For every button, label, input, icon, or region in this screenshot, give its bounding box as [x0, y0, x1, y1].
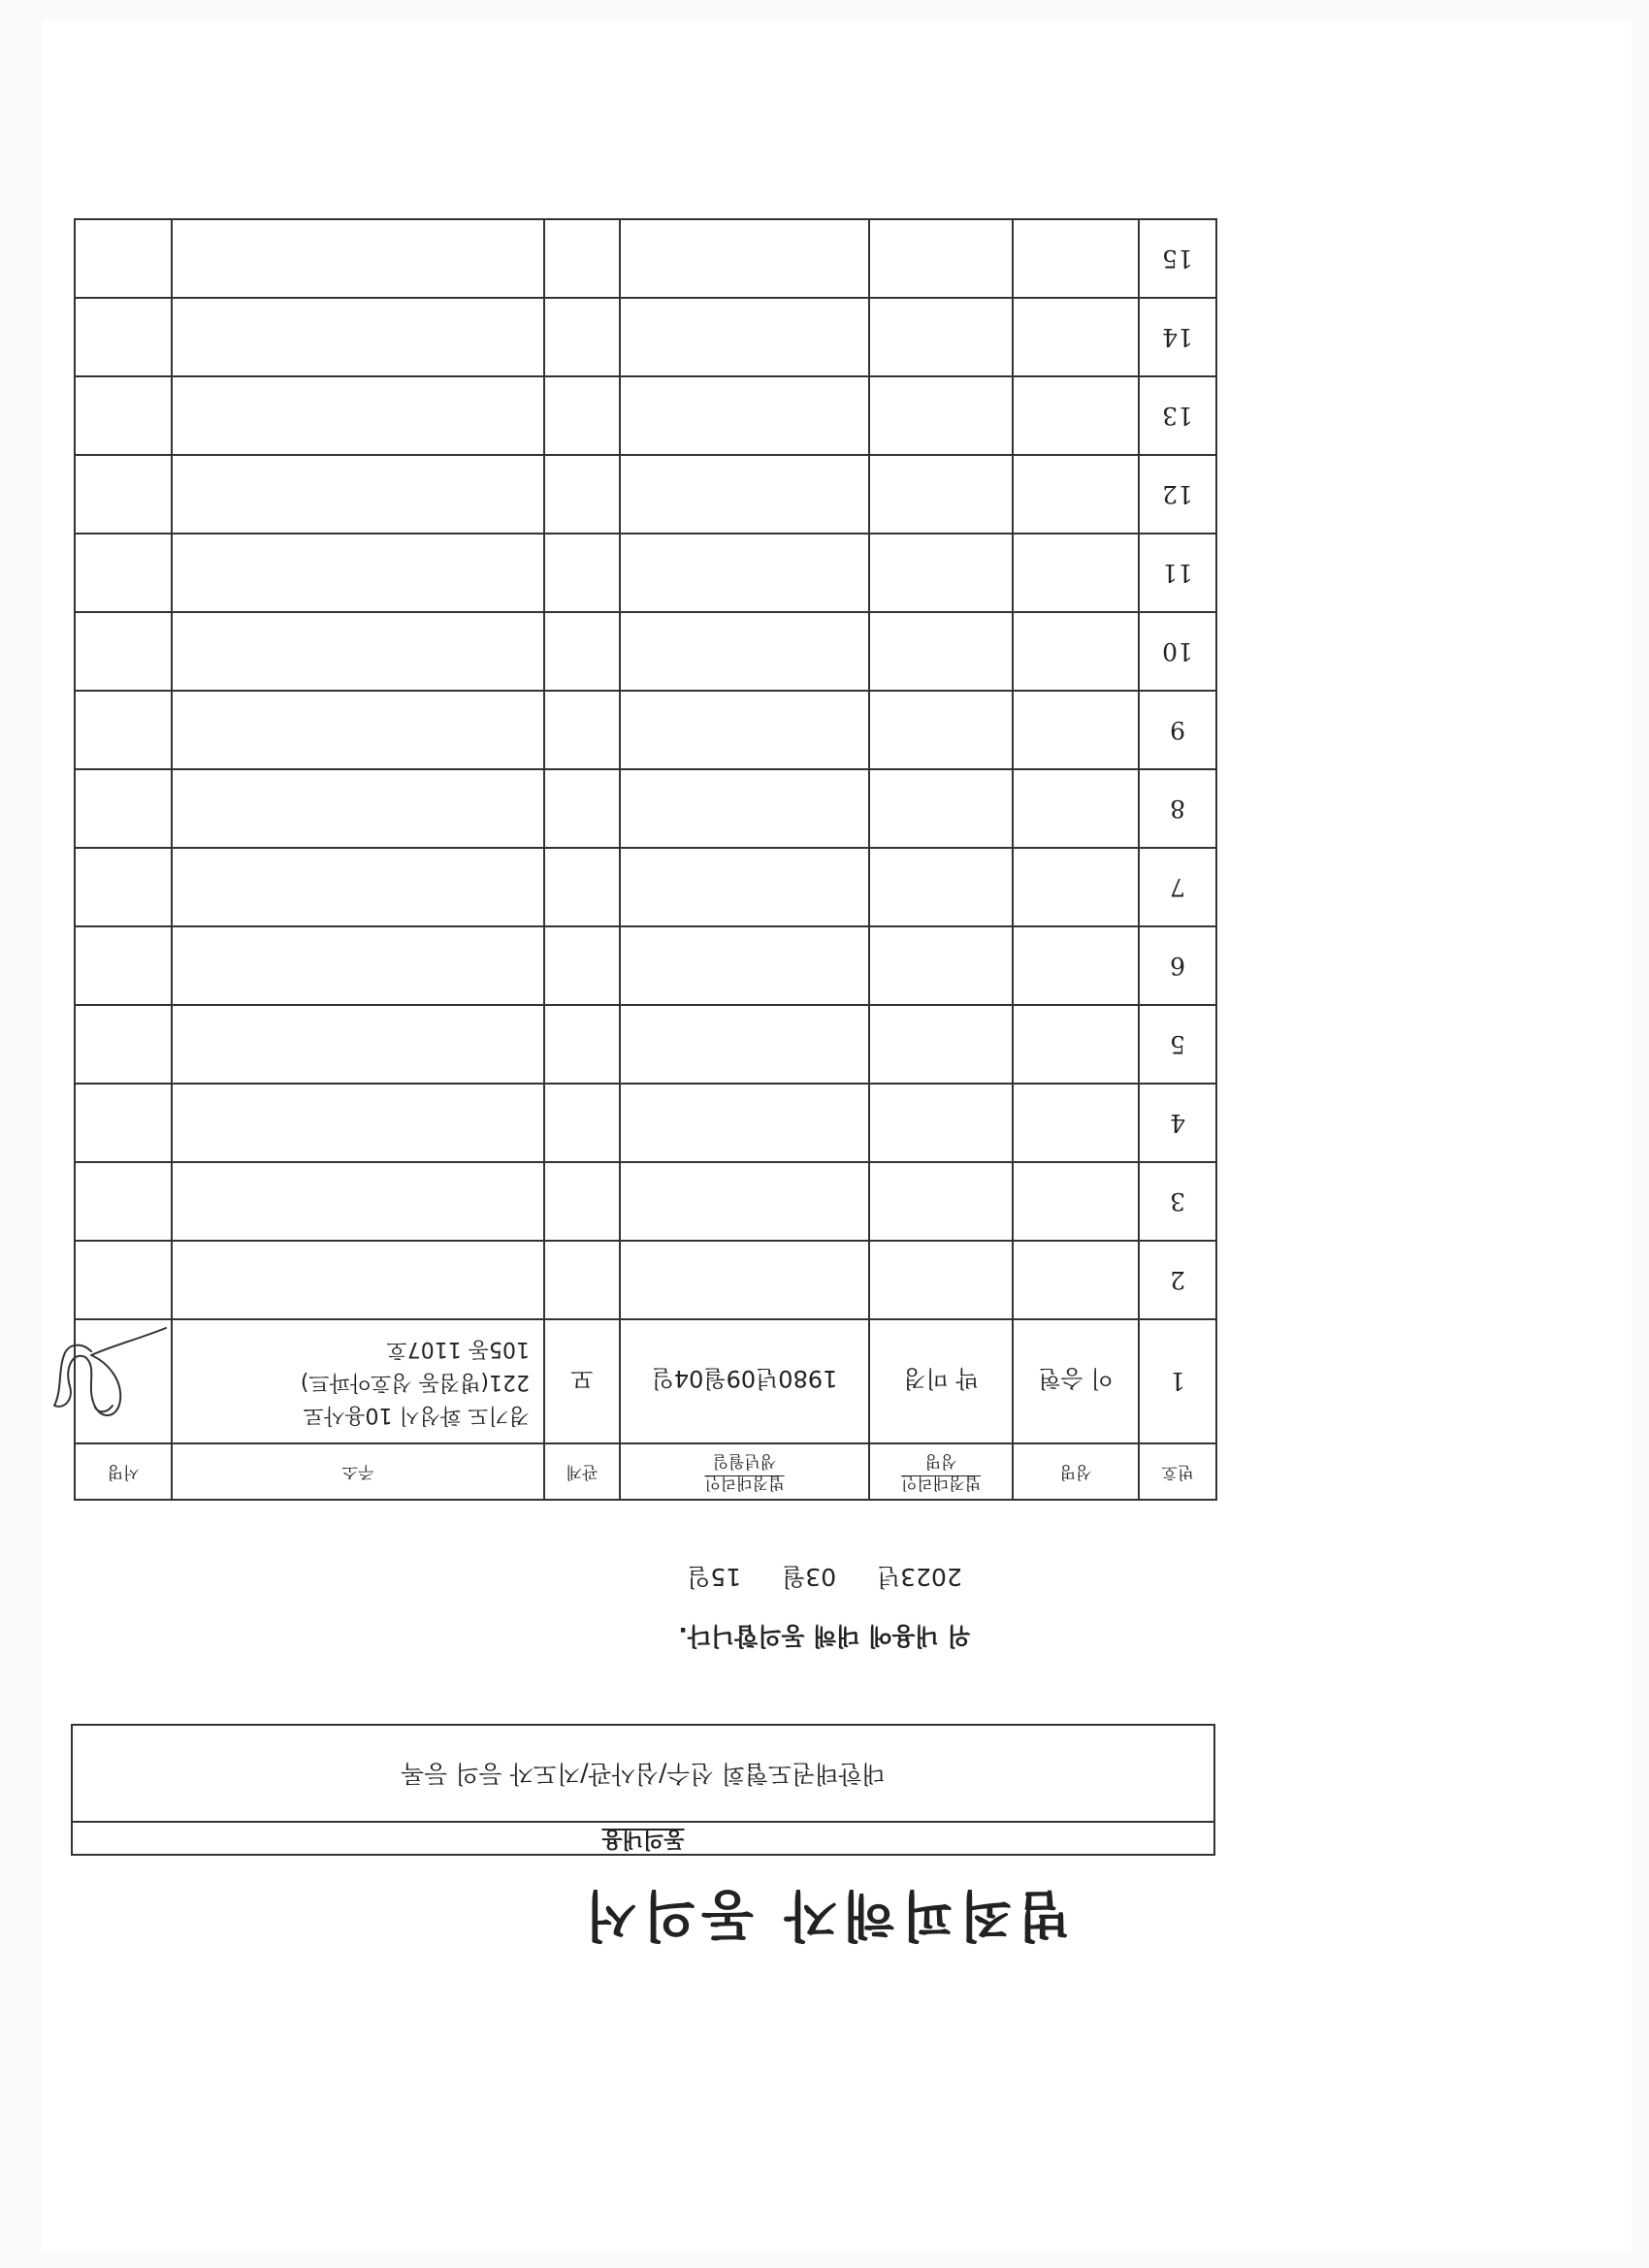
table-row: [75, 769, 1216, 848]
row-no: 14: [1139, 298, 1216, 376]
row-cell: [75, 1241, 172, 1319]
header-address: 주소: [172, 1443, 544, 1500]
header-guardian-name-line2: 성명: [924, 1451, 957, 1471]
row-name: 이 승현: [1013, 1319, 1139, 1443]
row-cell: [869, 1084, 1013, 1162]
row-cell: [75, 848, 172, 926]
row-no: 3: [1139, 1162, 1216, 1241]
row-cell: [1013, 1241, 1139, 1319]
row-cell: [620, 926, 869, 1005]
row-cell: [1013, 376, 1139, 455]
row-cell: [869, 376, 1013, 455]
row-cell: [544, 1162, 620, 1241]
row-cell: [172, 691, 544, 769]
table-row: [75, 1319, 1216, 1443]
header-guardian-name: [869, 1443, 1013, 1500]
agreement-statement: 위 내용에 대해 동의합니다.: [678, 1622, 971, 1650]
table-row: [75, 219, 1216, 298]
row-cell: [869, 1162, 1013, 1241]
row-cell: [869, 219, 1013, 298]
row-cell: [620, 534, 869, 612]
row-cell: [544, 926, 620, 1005]
row-cell: [75, 376, 172, 455]
row-no: 1: [1139, 1319, 1216, 1443]
row-cell: [75, 1005, 172, 1084]
header-relation: 관계: [544, 1443, 620, 1500]
row-signature: [75, 1319, 172, 1443]
header-guardian-birth-line2: 생년월일: [712, 1451, 777, 1471]
row-no: 6: [1139, 926, 1216, 1005]
row-cell: [172, 1162, 544, 1241]
row-cell: [1013, 298, 1139, 376]
table-row: [75, 455, 1216, 534]
row-cell: [75, 534, 172, 612]
table-row: [75, 691, 1216, 769]
date-day: 15일: [687, 1563, 742, 1591]
row-cell: [75, 612, 172, 691]
row-cell: [869, 769, 1013, 848]
row-cell: [544, 298, 620, 376]
row-cell: [620, 848, 869, 926]
row-cell: [75, 1084, 172, 1162]
table-row: [75, 1084, 1216, 1162]
row-cell: [869, 926, 1013, 1005]
row-cell: [1013, 926, 1139, 1005]
row-cell: [869, 455, 1013, 534]
row-cell: [172, 298, 544, 376]
row-cell: [869, 534, 1013, 612]
row-cell: [544, 848, 620, 926]
table-header-row: [75, 1443, 1216, 1500]
row-cell: [620, 1162, 869, 1241]
header-no: 번호: [1139, 1443, 1216, 1500]
row-guardian-birth: 1980년09월04일: [620, 1319, 869, 1443]
row-cell: [172, 1005, 544, 1084]
date-line: [0, 1561, 1649, 1596]
address-line-1: 경기도 화성시 10용사로: [303, 1403, 530, 1427]
row-cell: [544, 534, 620, 612]
row-cell: [172, 769, 544, 848]
row-cell: [75, 455, 172, 534]
row-cell: [620, 219, 869, 298]
consent-header: 동의내용: [73, 1821, 1213, 1854]
row-guardian-name: 박 미경: [869, 1319, 1013, 1443]
row-cell: [1013, 1005, 1139, 1084]
row-cell: [75, 769, 172, 848]
row-no: 7: [1139, 848, 1216, 926]
table-row: [75, 298, 1216, 376]
address-line-3: 105동 1107호: [386, 1337, 530, 1361]
consent-box: [71, 1724, 1215, 1856]
row-cell: [869, 1005, 1013, 1084]
table-row: [75, 926, 1216, 1005]
row-cell: [544, 1084, 620, 1162]
table-row: [75, 1162, 1216, 1241]
roster-table: [74, 218, 1217, 1501]
row-cell: [869, 612, 1013, 691]
date-year: 2023년: [877, 1563, 962, 1591]
row-cell: [172, 1084, 544, 1162]
row-no: 13: [1139, 376, 1216, 455]
row-cell: [172, 848, 544, 926]
row-cell: [1013, 219, 1139, 298]
row-cell: [1013, 1084, 1139, 1162]
row-cell: [620, 1005, 869, 1084]
table-row: [75, 1241, 1216, 1319]
row-no: 12: [1139, 455, 1216, 534]
row-no: 10: [1139, 612, 1216, 691]
row-cell: [544, 219, 620, 298]
row-cell: [620, 769, 869, 848]
consent-body: 대한태권도협회 선수/심사관/지도자 등의 등록: [401, 1760, 886, 1788]
header-guardian-name-line1: 법정대리인: [900, 1473, 982, 1492]
row-cell: [1013, 455, 1139, 534]
row-cell: [75, 298, 172, 376]
row-cell: [544, 691, 620, 769]
table-row: [75, 1005, 1216, 1084]
row-cell: [620, 1241, 869, 1319]
row-cell: [620, 612, 869, 691]
row-cell: [1013, 612, 1139, 691]
row-cell: [869, 298, 1013, 376]
row-cell: [869, 848, 1013, 926]
row-cell: [544, 612, 620, 691]
row-cell: [544, 1241, 620, 1319]
row-cell: [172, 612, 544, 691]
table-row: [75, 612, 1216, 691]
table-row: [75, 376, 1216, 455]
row-cell: [172, 376, 544, 455]
row-cell: [1013, 691, 1139, 769]
row-cell: [75, 219, 172, 298]
row-cell: [620, 298, 869, 376]
row-cell: [172, 219, 544, 298]
row-no: 2: [1139, 1241, 1216, 1319]
header-name: 성명: [1013, 1443, 1139, 1500]
handwritten-signature: [0, 1312, 171, 1448]
row-cell: [172, 455, 544, 534]
row-cell: [172, 534, 544, 612]
row-address: [172, 1319, 544, 1443]
row-relation: 모: [544, 1319, 620, 1443]
header-guardian-birth-line1: 법정대리인: [704, 1473, 785, 1492]
row-cell: [75, 691, 172, 769]
row-no: 5: [1139, 1005, 1216, 1084]
header-signature: 서명: [75, 1443, 172, 1500]
row-cell: [1013, 1162, 1139, 1241]
table-row: [75, 534, 1216, 612]
row-cell: [869, 1241, 1013, 1319]
row-no: 4: [1139, 1084, 1216, 1162]
row-no: 11: [1139, 534, 1216, 612]
row-cell: [544, 1005, 620, 1084]
row-cell: [620, 455, 869, 534]
row-no: 8: [1139, 769, 1216, 848]
row-cell: [75, 1162, 172, 1241]
page-title: 범죄피해자 동의서: [578, 1883, 1071, 1947]
row-cell: [620, 1084, 869, 1162]
row-cell: [1013, 534, 1139, 612]
table-row: [75, 848, 1216, 926]
address-line-2: 221(병점동 성호아파트): [300, 1370, 530, 1394]
row-no: 15: [1139, 219, 1216, 298]
date-month: 03월: [782, 1563, 837, 1591]
header-guardian-birth: [620, 1443, 869, 1500]
row-cell: [544, 376, 620, 455]
row-cell: [620, 376, 869, 455]
row-cell: [1013, 769, 1139, 848]
row-cell: [172, 926, 544, 1005]
row-cell: [544, 769, 620, 848]
row-cell: [869, 691, 1013, 769]
row-cell: [75, 926, 172, 1005]
row-cell: [544, 455, 620, 534]
row-no: 9: [1139, 691, 1216, 769]
row-cell: [1013, 848, 1139, 926]
row-cell: [620, 691, 869, 769]
row-cell: [172, 1241, 544, 1319]
